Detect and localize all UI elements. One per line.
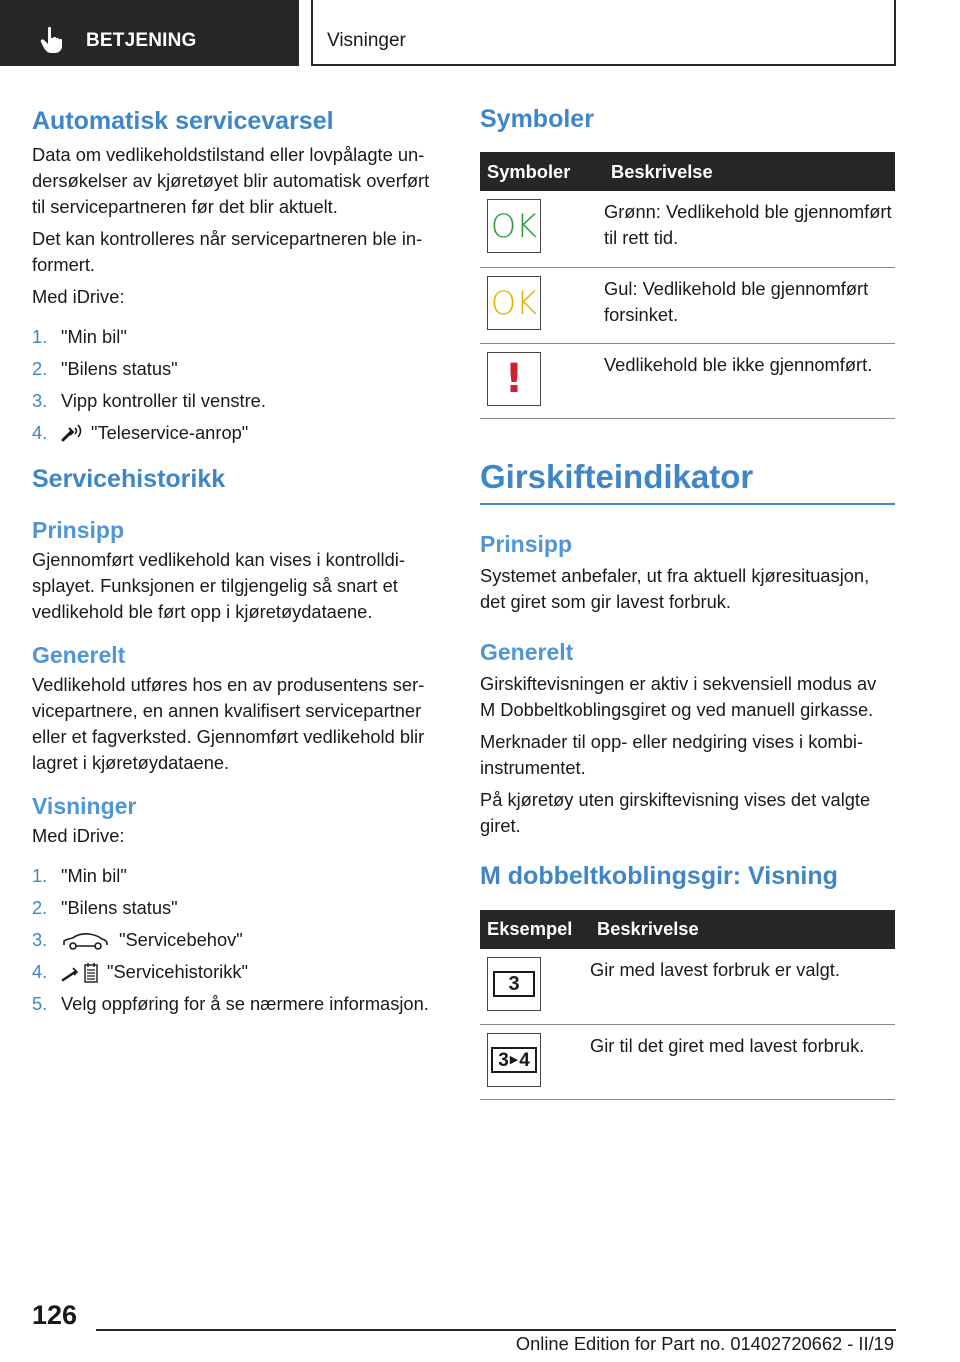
- list-item: 3. "Servicebehov": [32, 929, 243, 950]
- heading-girskifteindikator: Girskifteindikator: [480, 455, 895, 505]
- header-section-tab: [0, 0, 299, 66]
- steps-list-2: [32, 863, 444, 1023]
- list-item: 4. "Teleservice-anrop": [32, 422, 249, 443]
- table-row: [480, 949, 895, 1025]
- table-header: Beskrivelse: [590, 910, 895, 949]
- car-icon: [61, 932, 109, 950]
- heading-symboler: Symboler: [480, 105, 594, 133]
- table-row: [480, 1025, 895, 1100]
- heading-generelt-right: Generelt: [480, 638, 574, 665]
- heading-m-dct: M dobbeltkoblingsgir: Visning: [480, 861, 838, 890]
- footer-divider: [96, 1329, 896, 1331]
- table-cell-desc: Grønn: Vedlikehold ble gjennomført til rett tid.: [604, 191, 895, 267]
- footer-edition: Online Edition for Part no. 01402720662 - II/19: [515, 1333, 894, 1354]
- exclamation-red-icon: !: [487, 352, 541, 406]
- hand-pointer-icon: [40, 26, 66, 54]
- table-cell-desc: Gul: Vedlikehold ble gjennomført forsinket.: [604, 267, 895, 343]
- gear-3-icon: 3: [487, 957, 541, 1011]
- paragraph-idrive: Med iDrive:: [32, 286, 125, 307]
- symbols-table: [480, 152, 895, 419]
- table-cell-desc: Vedlikehold ble ikke gjennomført.: [604, 343, 895, 418]
- table-row: [480, 343, 895, 418]
- paragraph-prinsipp-left: Gjennomført vedlikehold kan vises i kontrolldisplayet. Funksjonen er tilgjengelig så snart et vedlikehold ble ført opp i kjøretøydataene.: [32, 549, 405, 622]
- shift-up-arrow-icon: ▶: [509, 1053, 519, 1066]
- ok-green-icon: OK: [487, 199, 541, 253]
- gear-display-table: [480, 910, 895, 1101]
- table-row: [480, 191, 895, 267]
- gear-3-to-4-icon: 3 ▶ 4: [487, 1033, 541, 1087]
- header-title: Visninger: [327, 30, 406, 51]
- table-header: Beskrivelse: [604, 152, 895, 191]
- heading-auto-service: Automatisk servicevarsel: [32, 107, 334, 135]
- heading-prinsipp-left: Prinsipp: [32, 517, 125, 543]
- heading-visninger: Visninger: [32, 793, 137, 819]
- right-column: [480, 100, 895, 1100]
- list-item: 1. "Min bil": [32, 865, 127, 886]
- list-item: 4. "Servicehistorikk": [32, 959, 444, 991]
- list-item: 3. Vipp kontroller til venstre.: [32, 390, 266, 411]
- left-column: [32, 100, 444, 1023]
- paragraph-generelt-left: Vedlikehold utføres hos en av produsentens servicepartnere, en annen kvalifisert servicepartner eller et fagverksted. Gjennomført vedlikehold blir lagret i kjøretøydataene.: [32, 674, 425, 773]
- paragraph-generelt-2: Merknader til opp- eller nedgiring vises i kombiinstrumentet.: [480, 730, 864, 778]
- heading-generelt-left: Generelt: [32, 642, 126, 668]
- service-history-icon: [61, 962, 99, 984]
- ok-yellow-icon: OK: [487, 276, 541, 330]
- heading-service-history: Servicehistorikk: [32, 465, 226, 493]
- list-item: 2. "Bilens status": [32, 897, 178, 918]
- table-cell-desc: Gir med lavest forbruk er valgt.: [590, 949, 895, 1025]
- list-item: 5. Velg oppføring for å se nærmere informasjon.: [32, 993, 429, 1014]
- header-section-label: BETJENING: [86, 30, 197, 51]
- table-row: [480, 267, 895, 343]
- list-item: 1. "Min bil": [32, 326, 127, 347]
- paragraph-prinsipp-right: Systemet anbefaler, ut fra aktuell kjøresituasjon, det giret som gir lavest forbruk.: [480, 564, 870, 612]
- heading-prinsipp-right: Prinsipp: [480, 530, 573, 557]
- list-item: 2. "Bilens status": [32, 358, 178, 379]
- paragraph-auto-2: Det kan kontrolleres når servicepartneren ble informert.: [32, 228, 423, 275]
- header-title-box: [311, 0, 896, 66]
- paragraph-generelt-1: Girskiftevisningen er aktiv i sekvensiell modus av M Dobbeltkoblingsgiret og ved manuell girkasse.: [480, 672, 877, 720]
- table-header: Symboler: [480, 152, 604, 191]
- paragraph-idrive-2: Med iDrive:: [32, 825, 125, 846]
- paragraph-auto-1: Data om vedlikeholdstilstand eller lovpålagte undersøkelser av kjøretøyet blir automatisk overført til servicepartneren før det blir aktuelt.: [32, 144, 430, 217]
- steps-list-1: [32, 324, 444, 452]
- page-number: 126: [32, 1300, 78, 1330]
- table-header: Eksempel: [480, 910, 590, 949]
- paragraph-generelt-3: På kjøretøy uten girskiftevisning vises det valgte giret.: [480, 788, 871, 836]
- wrench-signal-icon: [61, 424, 83, 444]
- table-cell-desc: Gir til det giret med lavest forbruk.: [590, 1025, 895, 1100]
